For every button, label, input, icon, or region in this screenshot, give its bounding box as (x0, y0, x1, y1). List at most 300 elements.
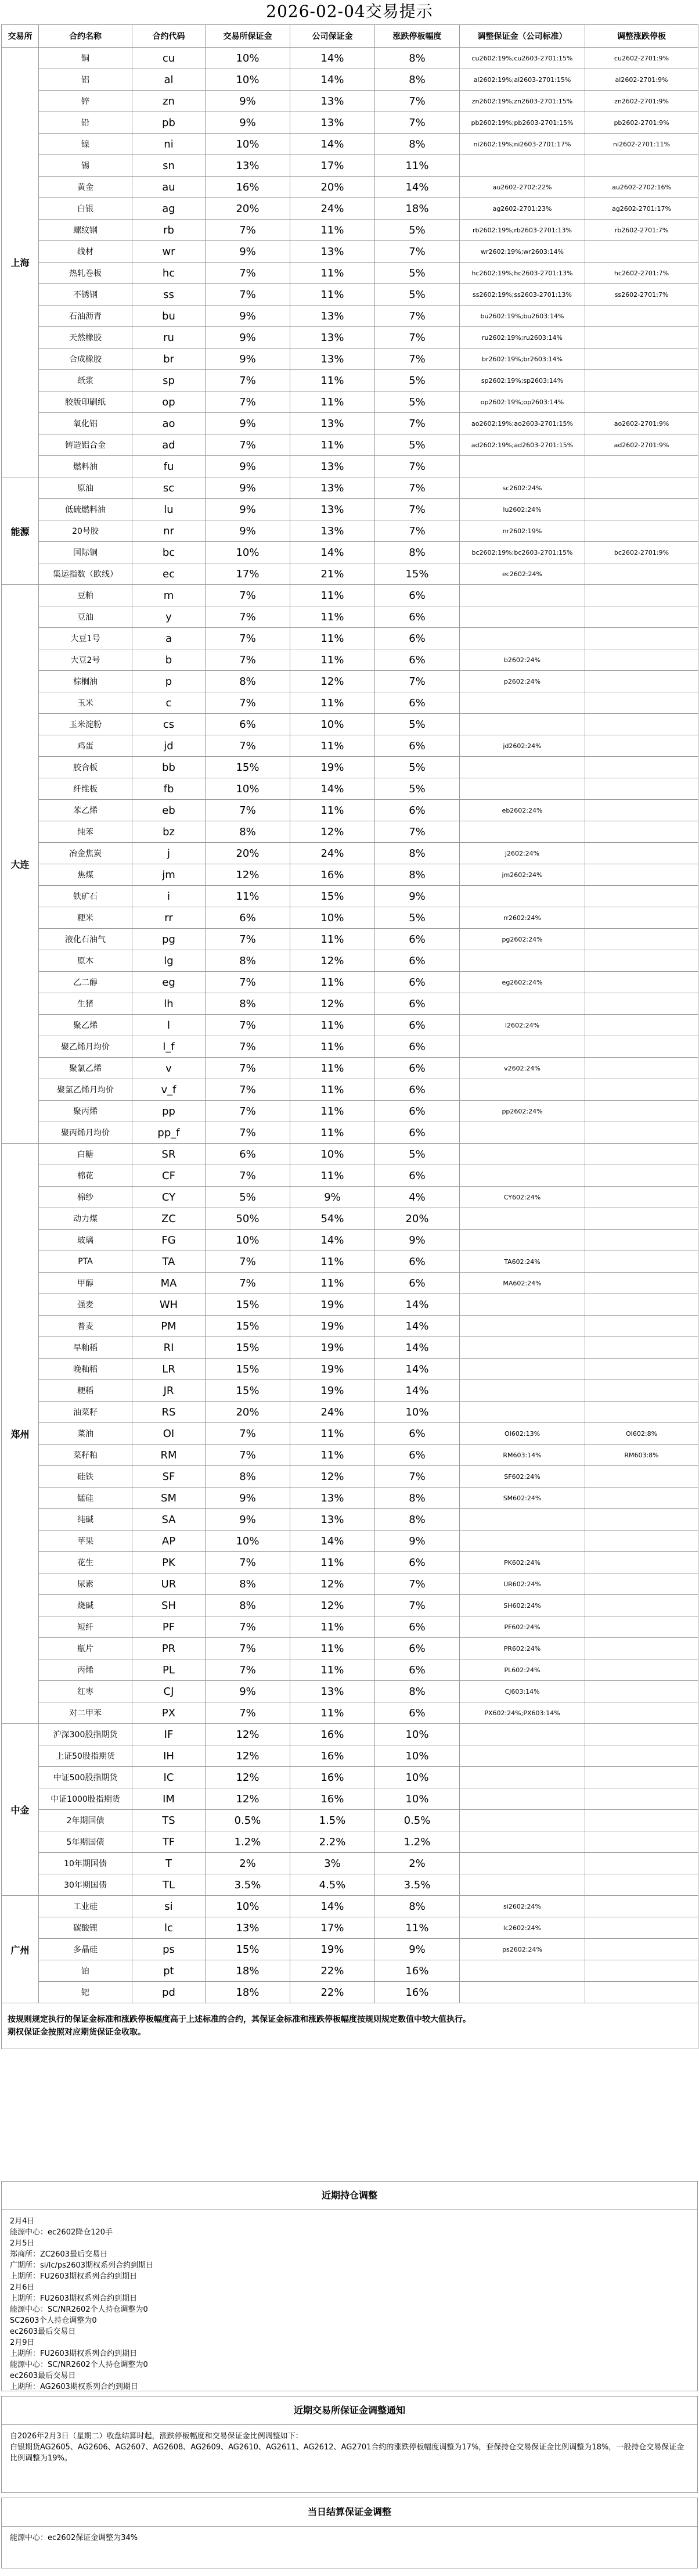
contract-name-cell: 聚丙烯月均价 (39, 1122, 132, 1144)
section-body (2, 2425, 697, 2470)
table-row (2, 413, 698, 434)
contract-code-cell: ec (132, 563, 206, 585)
adjusted-limit-cell (585, 907, 698, 929)
adjusted-margin-cell: al2602:19%;al2603-2701:15% (460, 69, 585, 91)
adjusted-limit-cell (585, 1917, 698, 1939)
company-margin-cell: 11% (290, 1616, 375, 1638)
contract-name-cell: 天然橡胶 (39, 327, 132, 349)
adjusted-limit-cell: au2602-2702:16% (585, 177, 698, 198)
price-limit-cell: 11% (375, 1917, 460, 1939)
contract-name-cell: 白银 (39, 198, 132, 220)
exchange-margin-cell: 7% (206, 649, 290, 671)
contract-code-cell: TA (132, 1251, 206, 1273)
adjusted-margin-cell: rb2602:19%;rb2603-2701:13% (460, 220, 585, 241)
contract-code-cell: bz (132, 821, 206, 843)
table-row (2, 499, 698, 520)
adjusted-margin-cell: cu2602:19%;cu2603-2701:15% (460, 48, 585, 69)
contract-code-cell: SH (132, 1595, 206, 1616)
contract-code-cell: IH (132, 1745, 206, 1767)
exchange-margin-cell: 10% (206, 1230, 290, 1251)
exchange-margin-cell: 7% (206, 1101, 290, 1122)
section-body (2, 2527, 697, 2549)
price-limit-cell: 5% (375, 370, 460, 391)
company-margin-cell: 11% (290, 1101, 375, 1122)
price-limit-cell: 6% (375, 692, 460, 714)
adjusted-limit-cell (585, 1573, 698, 1595)
contract-name-cell: 玉米 (39, 692, 132, 714)
exchange-margin-cell: 20% (206, 198, 290, 220)
contract-code-cell: hc (132, 263, 206, 284)
company-margin-cell: 11% (290, 800, 375, 821)
price-limit-cell: 7% (375, 821, 460, 843)
contract-name-cell: 对二甲苯 (39, 1702, 132, 1724)
contract-name-cell: 聚乙烯月均价 (39, 1036, 132, 1058)
contract-code-cell: sc (132, 477, 206, 499)
exchange-margin-cell: 20% (206, 843, 290, 864)
contract-code-cell: SR (132, 1144, 206, 1165)
price-limit-cell: 6% (375, 735, 460, 757)
exchange-margin-cell: 7% (206, 585, 290, 606)
exchange-margin-cell: 10% (206, 542, 290, 563)
exchange-margin-cell: 7% (206, 1423, 290, 1445)
company-margin-cell: 13% (290, 477, 375, 499)
table-row (2, 1380, 698, 1402)
adjusted-margin-cell (460, 155, 585, 177)
adjusted-margin-cell: CJ603:14% (460, 1681, 585, 1702)
contract-name-cell: 上证50股指期货 (39, 1745, 132, 1767)
header-contract-name: 合约名称 (39, 25, 132, 48)
exchange-cell: 广州 (2, 1896, 39, 2003)
adjusted-limit-cell (585, 1488, 698, 1509)
contract-code-cell: PL (132, 1659, 206, 1681)
table-row (2, 306, 698, 327)
adjusted-margin-cell (460, 1745, 585, 1767)
contract-code-cell: JR (132, 1380, 206, 1402)
contract-code-cell: IM (132, 1788, 206, 1810)
section-line: 郑商所：ZC2603最后交易日 (10, 2250, 108, 2259)
adjusted-limit-cell: ss2602-2701:7% (585, 284, 698, 306)
company-margin-cell: 11% (290, 649, 375, 671)
price-limit-cell: 7% (375, 477, 460, 499)
adjusted-margin-cell: si2602:24% (460, 1896, 585, 1917)
price-limit-cell: 6% (375, 993, 460, 1015)
price-limit-cell: 8% (375, 48, 460, 69)
exchange-margin-cell: 50% (206, 1208, 290, 1230)
table-row (2, 800, 698, 821)
adjusted-limit-cell (585, 1638, 698, 1659)
company-margin-cell: 11% (290, 606, 375, 628)
contract-name-cell: 大豆1号 (39, 628, 132, 649)
adjusted-limit-cell (585, 1251, 698, 1273)
price-limit-cell: 1.2% (375, 1831, 460, 1853)
price-limit-cell: 5% (375, 263, 460, 284)
table-row (2, 370, 698, 391)
price-limit-cell: 2% (375, 1853, 460, 1874)
table-row (2, 1788, 698, 1810)
company-margin-cell: 13% (290, 456, 375, 477)
exchange-margin-cell: 8% (206, 671, 290, 692)
adjusted-limit-cell (585, 649, 698, 671)
contract-name-cell: 瓶片 (39, 1638, 132, 1659)
company-margin-cell: 14% (290, 48, 375, 69)
table-row (2, 1144, 698, 1165)
price-limit-cell: 6% (375, 1659, 460, 1681)
section-line: 白银期货AG2605、AG2606、AG2607、AG2608、AG2609、AG2610、AG2611、AG2612、AG2701合约的涨跌停板幅度调整为17%，套保持仓交易保证金比例调整为18%，一般持仓交易保证金比例调整为19%。 (10, 2443, 684, 2463)
table-row (2, 1638, 698, 1659)
adjusted-limit-cell (585, 1144, 698, 1165)
adjusted-limit-cell (585, 1101, 698, 1122)
adjusted-margin-cell: bu2602:19%;bu2603:14% (460, 306, 585, 327)
price-limit-cell: 8% (375, 864, 460, 886)
table-row (2, 735, 698, 757)
table-row (2, 1724, 698, 1745)
contract-name-cell: PTA (39, 1251, 132, 1273)
exchange-margin-cell: 16% (206, 177, 290, 198)
contract-name-cell: 胶合板 (39, 757, 132, 778)
company-margin-cell: 2.2% (290, 1831, 375, 1853)
contract-name-cell: 丙烯 (39, 1659, 132, 1681)
contract-name-cell: 晚籼稻 (39, 1359, 132, 1380)
adjusted-margin-cell (460, 1960, 585, 1982)
section-line: 2月9日 (10, 2338, 35, 2347)
section-line: 能源中心：SC/NR2602个人持仓调整为0 (10, 2361, 148, 2369)
exchange-margin-cell: 9% (206, 477, 290, 499)
exchange-margin-cell: 7% (206, 1659, 290, 1681)
adjusted-limit-cell: ad2602-2701:9% (585, 434, 698, 456)
table-row (2, 520, 698, 542)
contract-code-cell: zn (132, 91, 206, 112)
table-row (2, 1960, 698, 1982)
adjusted-limit-cell: zn2602-2701:9% (585, 91, 698, 112)
adjusted-limit-cell (585, 821, 698, 843)
adjusted-margin-cell: bc2602:19%;bc2603-2701:15% (460, 542, 585, 563)
company-margin-cell: 14% (290, 778, 375, 800)
table-row (2, 1810, 698, 1831)
adjusted-limit-cell (585, 1036, 698, 1058)
contract-code-cell: pp (132, 1101, 206, 1122)
company-margin-cell: 11% (290, 929, 375, 950)
section-line: 上期所：FU2603期权系列合约到期日 (10, 2294, 138, 2303)
company-margin-cell: 11% (290, 1079, 375, 1101)
company-margin-cell: 13% (290, 349, 375, 370)
exchange-margin-cell: 8% (206, 1573, 290, 1595)
table-row (2, 284, 698, 306)
table-row (2, 1853, 698, 1874)
table-row (2, 1294, 698, 1316)
adjusted-margin-cell: l2602:24% (460, 1015, 585, 1036)
adjusted-margin-cell: SH602:24% (460, 1595, 585, 1616)
contract-name-cell: 焦煤 (39, 864, 132, 886)
section-line: 广期所：si/lc/ps2603期权系列合约到期日 (10, 2261, 154, 2270)
contract-name-cell: 聚氯乙烯 (39, 1058, 132, 1079)
header-adjusted-limit: 调整涨跌停板 (585, 25, 698, 48)
price-limit-cell: 7% (375, 306, 460, 327)
table-header-row (2, 25, 698, 48)
adjusted-limit-cell (585, 306, 698, 327)
contract-name-cell: 白糖 (39, 1144, 132, 1165)
adjusted-margin-cell (460, 1316, 585, 1337)
contract-name-cell: 玻璃 (39, 1230, 132, 1251)
table-row (2, 1530, 698, 1552)
contract-code-cell: pg (132, 929, 206, 950)
adjusted-margin-cell: hc2602:19%;hc2603-2701:13% (460, 263, 585, 284)
table-row (2, 1208, 698, 1230)
adjusted-limit-cell (585, 778, 698, 800)
exchange-margin-cell: 15% (206, 1316, 290, 1337)
price-limit-cell: 6% (375, 649, 460, 671)
exchange-margin-cell: 15% (206, 1939, 290, 1960)
table-row (2, 1702, 698, 1724)
table-row (2, 1982, 698, 2003)
company-margin-cell: 13% (290, 112, 375, 134)
contract-name-cell: 中证1000股指期货 (39, 1788, 132, 1810)
table-row (2, 263, 698, 284)
adjusted-limit-cell (585, 1595, 698, 1616)
exchange-margin-cell: 7% (206, 1122, 290, 1144)
adjusted-limit-cell (585, 1058, 698, 1079)
price-limit-cell: 6% (375, 800, 460, 821)
contract-name-cell: 豆粕 (39, 585, 132, 606)
price-limit-cell: 6% (375, 1638, 460, 1659)
company-margin-cell: 24% (290, 1402, 375, 1423)
price-limit-cell: 6% (375, 1702, 460, 1724)
contract-code-cell: PK (132, 1552, 206, 1573)
adjusted-limit-cell (585, 1273, 698, 1294)
exchange-margin-cell: 9% (206, 499, 290, 520)
table-row (2, 714, 698, 735)
contract-code-cell: si (132, 1896, 206, 1917)
adjusted-limit-cell (585, 692, 698, 714)
exchange-margin-cell: 12% (206, 1767, 290, 1788)
company-margin-cell: 13% (290, 241, 375, 263)
price-limit-cell: 6% (375, 1445, 460, 1466)
adjusted-limit-cell: ag2602-2701:17% (585, 198, 698, 220)
contract-name-cell: 氧化铝 (39, 413, 132, 434)
price-limit-cell: 5% (375, 757, 460, 778)
adjusted-limit-cell (585, 1509, 698, 1530)
company-margin-cell: 4.5% (290, 1874, 375, 1896)
section-line: 2月6日 (10, 2283, 35, 2292)
adjusted-margin-cell: PX602:24%;PX603:14% (460, 1702, 585, 1724)
table-row (2, 198, 698, 220)
contract-name-cell: 尿素 (39, 1573, 132, 1595)
exchange-margin-cell: 7% (206, 370, 290, 391)
contract-name-cell: 纯苯 (39, 821, 132, 843)
contract-code-cell: OI (132, 1423, 206, 1445)
contract-name-cell: 胶版印刷纸 (39, 391, 132, 413)
contract-code-cell: nr (132, 520, 206, 542)
exchange-margin-cell: 8% (206, 821, 290, 843)
price-limit-cell: 5% (375, 778, 460, 800)
contract-name-cell: 锰硅 (39, 1488, 132, 1509)
exchange-margin-cell: 5% (206, 1187, 290, 1208)
adjusted-limit-cell (585, 1208, 698, 1230)
adjusted-margin-cell (460, 1810, 585, 1831)
contract-code-cell: AP (132, 1530, 206, 1552)
table-row (2, 907, 698, 929)
contract-name-cell: 原木 (39, 950, 132, 972)
company-margin-cell: 13% (290, 327, 375, 349)
company-margin-cell: 11% (290, 1445, 375, 1466)
contract-code-cell: j (132, 843, 206, 864)
adjusted-margin-cell (460, 585, 585, 606)
contract-name-cell: 低硫燃料油 (39, 499, 132, 520)
exchange-margin-cell: 9% (206, 241, 290, 263)
contract-name-cell: 鸡蛋 (39, 735, 132, 757)
adjusted-limit-cell (585, 1530, 698, 1552)
company-margin-cell: 3% (290, 1853, 375, 1874)
adjusted-limit-cell (585, 477, 698, 499)
price-limit-cell: 7% (375, 241, 460, 263)
contract-code-cell: jd (132, 735, 206, 757)
exchange-margin-cell: 9% (206, 327, 290, 349)
price-limit-cell: 6% (375, 1273, 460, 1294)
exchange-margin-cell: 12% (206, 1788, 290, 1810)
exchange-margin-cell: 12% (206, 864, 290, 886)
position-adjustment-section (1, 2181, 698, 2391)
adjusted-margin-cell: j2602:24% (460, 843, 585, 864)
company-margin-cell: 17% (290, 1917, 375, 1939)
adjusted-limit-cell (585, 735, 698, 757)
company-margin-cell: 13% (290, 520, 375, 542)
exchange-margin-cell: 7% (206, 1616, 290, 1638)
adjusted-limit-cell (585, 1788, 698, 1810)
company-margin-cell: 13% (290, 1488, 375, 1509)
adjusted-margin-cell: lu2602:24% (460, 499, 585, 520)
contract-name-cell: 铜 (39, 48, 132, 69)
contract-name-cell: 2年期国债 (39, 1810, 132, 1831)
contract-name-cell: 棉纱 (39, 1187, 132, 1208)
contract-code-cell: fu (132, 456, 206, 477)
adjusted-margin-cell: ao2602:19%;ao2603-2701:15% (460, 413, 585, 434)
adjusted-margin-cell: PK602:24% (460, 1552, 585, 1573)
contract-name-cell: 强麦 (39, 1294, 132, 1316)
contract-code-cell: T (132, 1853, 206, 1874)
adjusted-margin-cell (460, 1165, 585, 1187)
price-limit-cell: 6% (375, 1015, 460, 1036)
price-limit-cell: 8% (375, 843, 460, 864)
contract-name-cell: 玉米淀粉 (39, 714, 132, 735)
adjusted-margin-cell (460, 1982, 585, 2003)
price-limit-cell: 6% (375, 1165, 460, 1187)
table-row (2, 1015, 698, 1036)
adjusted-limit-cell (585, 1767, 698, 1788)
contract-code-cell: TS (132, 1810, 206, 1831)
adjusted-limit-cell (585, 1810, 698, 1831)
section-line: 能源中心：ec2602保证金调整为34% (10, 2534, 138, 2542)
adjusted-margin-cell (460, 886, 585, 907)
exchange-margin-cell: 7% (206, 220, 290, 241)
price-limit-cell: 14% (375, 1380, 460, 1402)
table-row (2, 1466, 698, 1488)
table-row (2, 563, 698, 585)
price-limit-cell: 14% (375, 1337, 460, 1359)
contract-name-cell: 大豆2号 (39, 649, 132, 671)
adjusted-margin-cell: RM603:14% (460, 1445, 585, 1466)
table-row (2, 585, 698, 606)
price-limit-cell: 9% (375, 1230, 460, 1251)
adjusted-limit-cell (585, 563, 698, 585)
exchange-margin-cell: 6% (206, 714, 290, 735)
contract-name-cell: 铸造铝合金 (39, 434, 132, 456)
company-margin-cell: 16% (290, 1767, 375, 1788)
adjusted-limit-cell (585, 1316, 698, 1337)
contract-name-cell: 普麦 (39, 1316, 132, 1337)
exchange-margin-cell: 7% (206, 1552, 290, 1573)
table-row (2, 134, 698, 155)
adjusted-limit-cell: OI602:8% (585, 1423, 698, 1445)
contract-code-cell: IC (132, 1767, 206, 1788)
exchange-cell: 能源 (2, 477, 39, 585)
company-margin-cell: 11% (290, 628, 375, 649)
contract-name-cell: 纸浆 (39, 370, 132, 391)
adjusted-limit-cell (585, 628, 698, 649)
adjusted-margin-cell: SM602:24% (460, 1488, 585, 1509)
adjusted-margin-cell (460, 1208, 585, 1230)
table-row (2, 69, 698, 91)
adjusted-limit-cell (585, 1702, 698, 1724)
adjusted-margin-cell: lc2602:24% (460, 1917, 585, 1939)
contract-name-cell: 国际铜 (39, 542, 132, 563)
table-row (2, 864, 698, 886)
adjusted-margin-cell: pp2602:24% (460, 1101, 585, 1122)
table-row (2, 391, 698, 413)
table-row (2, 1552, 698, 1573)
table-row (2, 1939, 698, 1960)
price-limit-cell: 6% (375, 1036, 460, 1058)
price-limit-cell: 8% (375, 542, 460, 563)
contract-name-cell: 螺纹钢 (39, 220, 132, 241)
contract-name-cell: 动力煤 (39, 1208, 132, 1230)
company-margin-cell: 24% (290, 198, 375, 220)
exchange-margin-cell: 7% (206, 1165, 290, 1187)
contract-code-cell: IF (132, 1724, 206, 1745)
table-row (2, 1359, 698, 1380)
adjusted-margin-cell: nr2602:19% (460, 520, 585, 542)
contract-name-cell: 冶金焦炭 (39, 843, 132, 864)
exchange-margin-cell: 7% (206, 434, 290, 456)
adjusted-limit-cell (585, 972, 698, 993)
company-margin-cell: 10% (290, 907, 375, 929)
adjusted-limit-cell (585, 1982, 698, 2003)
company-margin-cell: 13% (290, 1509, 375, 1530)
contract-code-cell: ni (132, 134, 206, 155)
table-row (2, 327, 698, 349)
table-row (2, 821, 698, 843)
exchange-margin-cell: 7% (206, 692, 290, 714)
exchange-margin-cell: 13% (206, 1917, 290, 1939)
company-margin-cell: 11% (290, 370, 375, 391)
adjusted-limit-cell (585, 757, 698, 778)
company-margin-cell: 13% (290, 306, 375, 327)
table-row (2, 48, 698, 69)
price-limit-cell: 8% (375, 69, 460, 91)
contract-code-cell: SF (132, 1466, 206, 1488)
table-row (2, 1122, 698, 1144)
contract-code-cell: RI (132, 1337, 206, 1359)
company-margin-cell: 13% (290, 413, 375, 434)
price-limit-cell: 7% (375, 91, 460, 112)
price-limit-cell: 16% (375, 1960, 460, 1982)
price-limit-cell: 7% (375, 520, 460, 542)
table-row (2, 993, 698, 1015)
contract-name-cell: 棕榈油 (39, 671, 132, 692)
price-limit-cell: 10% (375, 1745, 460, 1767)
table-row (2, 1767, 698, 1788)
contract-code-cell: fb (132, 778, 206, 800)
company-margin-cell: 16% (290, 864, 375, 886)
adjusted-limit-cell (585, 1294, 698, 1316)
